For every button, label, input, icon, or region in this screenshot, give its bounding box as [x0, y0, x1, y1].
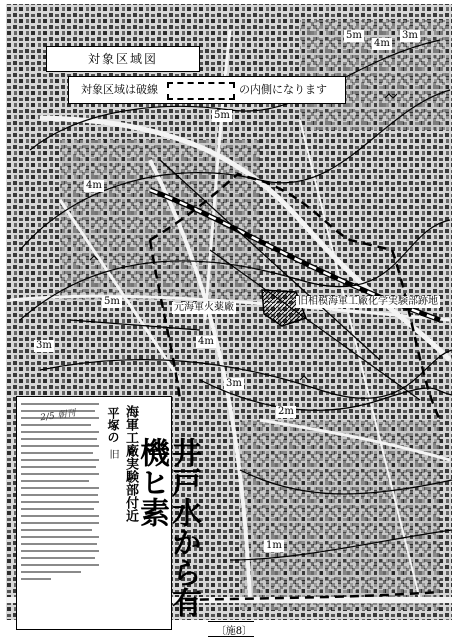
- contour-label: 5m: [214, 110, 230, 121]
- headline-line1: 井戸水から: [166, 437, 201, 587]
- former-lab-label: 旧相模海軍工廠化学実験部跡地: [298, 296, 438, 307]
- news-clipping: [16, 396, 201, 630]
- legend-suffix: の内側になります: [239, 83, 327, 96]
- page-label: 〔施8〕: [215, 626, 253, 637]
- contour-label: 5m: [104, 296, 120, 307]
- dashed-line-sample: [167, 82, 235, 100]
- contour-label: 4m: [86, 180, 102, 191]
- headline-line2: 有機ヒ素: [134, 437, 201, 617]
- contour-label: 4m: [374, 38, 390, 49]
- article-headline: [135, 437, 199, 629]
- contour-label: 4m: [198, 336, 214, 347]
- handwritten-date: 2/5 朝刊: [39, 408, 77, 424]
- contour-label: 3m: [226, 378, 242, 389]
- contour-label: 1m: [266, 540, 282, 551]
- article-subhead: 海軍工廠実験部付近: [123, 405, 138, 522]
- article-head-mid: 旧: [107, 449, 118, 459]
- contour-label: 5m: [346, 30, 362, 41]
- contour-label: 3m: [402, 30, 418, 41]
- article-head-prefix: 平塚の: [106, 407, 120, 443]
- former-arsenal-label: 元海軍火薬廠: [174, 302, 234, 313]
- map-title: 対象区域図: [46, 46, 200, 72]
- contour-label: 2m: [278, 406, 294, 417]
- contour-label: 3m: [36, 340, 52, 351]
- boundary-legend: [68, 76, 346, 104]
- legend-prefix: 対象区域は破線: [81, 83, 158, 96]
- article-body-text: [21, 403, 101, 619]
